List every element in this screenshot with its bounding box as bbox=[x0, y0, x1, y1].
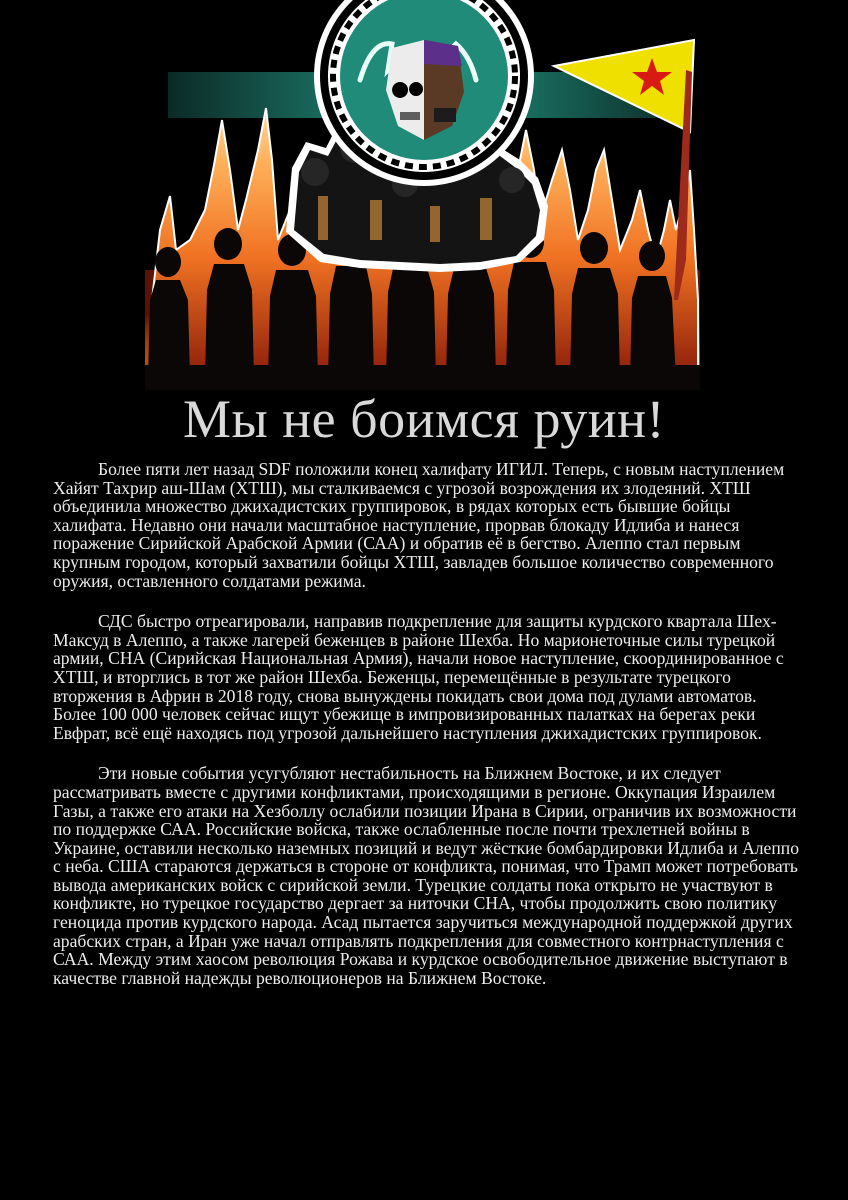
article-paragraph-3: Эти новые события усугубляют нестабильность на Ближнем Востоке, и их следует рассматривать вместе с другими конфликтами, происходящими в регионе. Оккупация Израилем Газы, а также его атаки на Хезболлу ослабили позиции Ирана в Сирии, ограничив их возможности по поддержке САА. Российские войска, также ослабленные после почти трехлетней войны в Украине, оставили несколько наземных позиций и ведут жёсткие бомбардировки Идлиба и Алеппо с неба. США стараются держаться в стороне от конфликта, понимая, что Трамп может потребовать вывода американских войск с сирийской земли. Турецкие солдаты пока открыто не участвуют в конфликте, но турецкое государство дергает за ниточки СНА, чтобы продолжить свою политику геноцида против курдского народа. Асад пытается заручиться международной поддержкой других арабских стран, а Иран уже начал отправлять подкрепления для совместного контрнаступления с САА. Между этим хаосом революция Рожава и курдское освободительное движение выступают в качестве главной надежды революционеров на Ближнем Востоке. bbox=[53, 763, 799, 988]
article-paragraph-1: Более пяти лет назад SDF положили конец халифату ИГИЛ. Теперь, с новым наступлением Хайят Тахрир аш-Шам (ХТШ), мы сталкиваемся с угрозой возрождения их злодеяний. ХТШ объединила множество джихадистских группировок, в рядах которых есть бывшие бойцы халифата. Недавно они начали масштабное наступление, прорвав блокаду Идлиба и нанеся поражение Сирийской Арабской Армии (САА) и обратив её в бегство. Алеппо стал первым крупным городом, который захватили бойцы ХТШ, завладев большое количество современного оружия, оставленного солдатами режима. bbox=[53, 459, 785, 591]
article-paragraph-2: СДС быстро отреагировали, направив подкрепление для защиты курдского квартала Шех-Максуд в Алеппо, а также лагерей беженцев в районе Шехба. Но марионеточные силы турецкой армии, СНА (Сирийская Национальная Армия), начали новое наступление, скоординированное с ХТШ, и вторглись в тот же район Шехба. Беженцы, перемещённые в результате турецкого вторжения в Африн в 2018 году, снова вынуждены покидать свои дома под дулами автоматов. Более 100 000 человек сейчас ищут убежище в импровизированных палатках на берегах реки Евфрат, всё ещё находясь под угрозой дальнейшего наступления джихадистских группировок. bbox=[53, 611, 784, 743]
article-body bbox=[53, 460, 803, 1009]
headline: Мы не боимся руин! bbox=[182, 389, 666, 449]
header-illustration bbox=[0, 0, 848, 400]
